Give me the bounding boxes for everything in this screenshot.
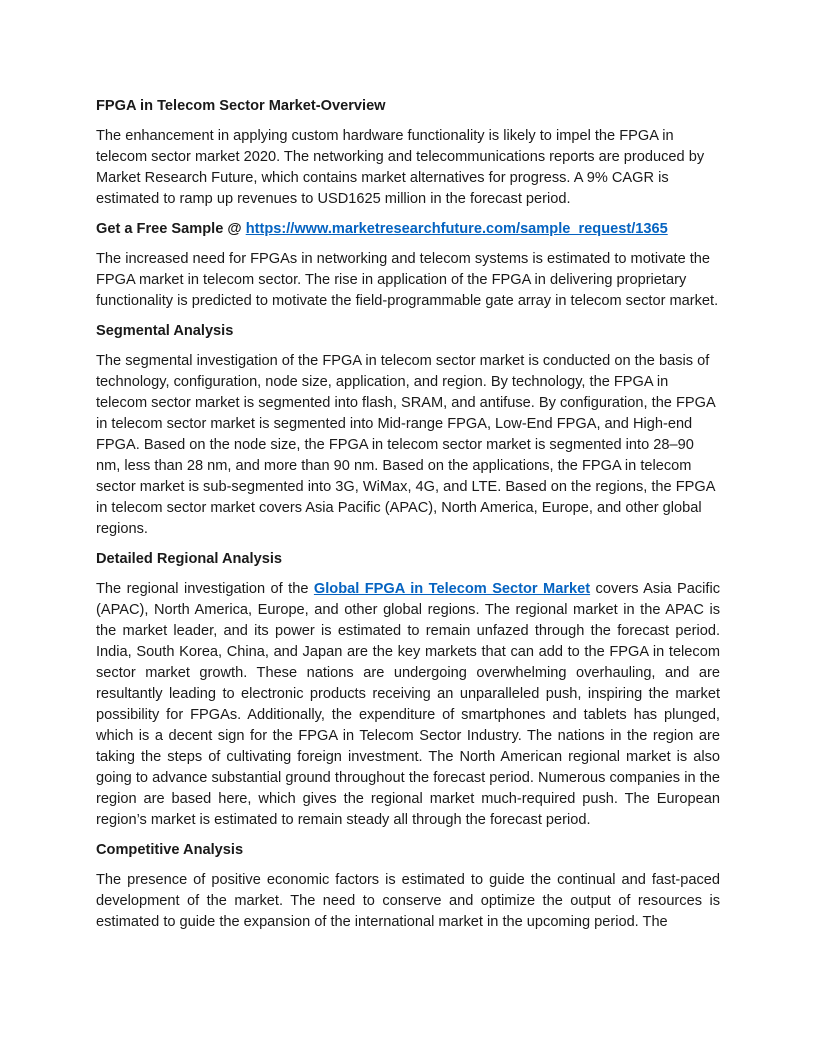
segmental-heading: Segmental Analysis (96, 323, 234, 339)
regional-paragraph (96, 579, 720, 831)
overview-paragraph-1: The enhancement in applying custom hardware functionality is likely to impel the FPGA in telecom sector market 2020. The networking and telecommunications reports are produced by Market Research Future, which contains market alternatives for progress. A 9% CAGR is estimated to ramp up revenues to USD1625 million in the forecast period. (96, 128, 705, 207)
global-market-link[interactable]: Global FPGA in Telecom Sector Market (313, 581, 591, 597)
competitive-paragraph: The presence of positive economic factors is estimated to guide the continual and fast-paced development of the market. The need to conserve and optimize the output of resources is estimated to guide the expansion of the international market in the upcoming period. The (96, 872, 720, 930)
overview-paragraph-2: The increased need for FPGAs in networking and telecom systems is estimated to motivate the FPGA market in telecom sector. The rise in application of the FPGA in delivering proprietary functionality is predicted to motivate the field-programmable gate array in telecom sector market. (96, 251, 719, 309)
sample-request-link[interactable]: https://www.marketresearchfuture.com/sample_request/1365 (245, 221, 668, 237)
document-page (96, 96, 720, 942)
regional-heading: Detailed Regional Analysis (96, 551, 282, 567)
regional-paragraph-rest: covers Asia Pacific (APAC), North America, Europe, and other global regions. The regional market in the APAC is the market leader, and its power is estimated to remain unfazed through the forecast period. India, South Korea, China, and Japan are the key markets that can add to the FPGA in telecom sector market growth. These nations are undergoing overwhelming overhauling, and are resultantly leading to electronic products receiving an unparalleled push, inspiring the market possibility for FPGAs. Additionally, the expenditure of smartphones and tablets has plunged, which is a decent sign for the FPGA in Telecom Sector Industry. The nations in the region are taking the steps of cultivating foreign investment. The North American regional market is also going to advance substantial ground throughout the forecast period. Numerous companies in the region are based here, which gives the regional market much-required push. The European region’s market is estimated to remain steady all through the forecast period. (96, 581, 720, 828)
free-sample-label: Get a Free Sample @ (96, 221, 246, 237)
regional-paragraph-start: The regional investigation of the (96, 581, 314, 597)
segmental-paragraph: The segmental investigation of the FPGA in telecom sector market is conducted on the basis of technology, configuration, node size, application, and region. By technology, the FPGA in telecom sector market is segmented into flash, SRAM, and antifuse. By configuration, the FPGA in telecom sector market is segmented into Mid-range FPGA, Low-End FPGA, and High-end FPGA. Based on the node size, the FPGA in telecom sector market is segmented into 28–90 nm, less than 28 nm, and more than 90 nm. Based on the applications, the FPGA in telecom sector market is sub-segmented into 3G, WiMax, 4G, and LTE. Based on the regions, the FPGA in telecom sector market covers Asia Pacific (APAC), North America, Europe, and other global regions. (96, 353, 715, 537)
competitive-heading: Competitive Analysis (96, 842, 244, 858)
free-sample-line (96, 219, 720, 240)
overview-heading: FPGA in Telecom Sector Market-Overview (96, 98, 386, 114)
